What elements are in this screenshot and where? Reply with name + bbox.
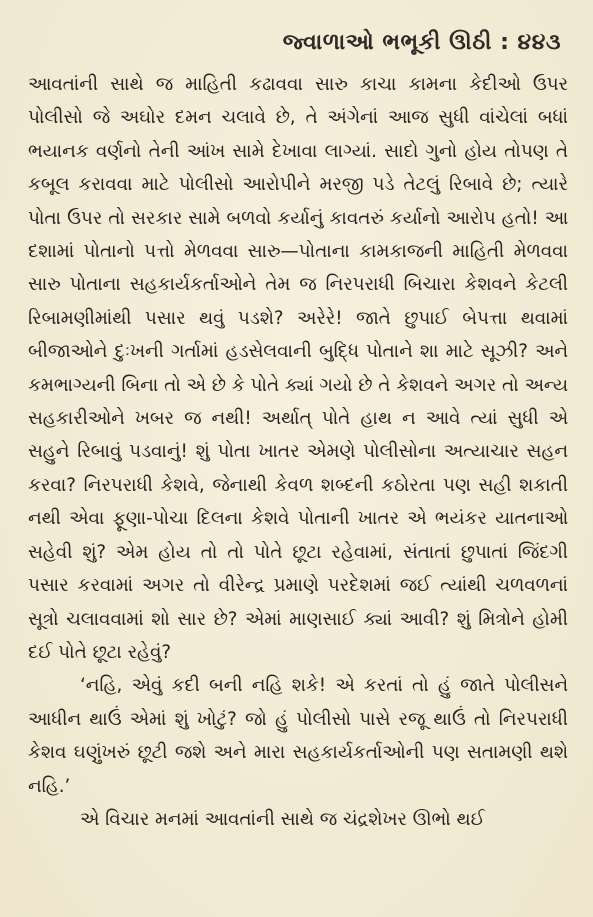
paragraph-2: ‘નહિ, એવું કદી બની નહિ શકે! એ કરતાં તો હું જાતે પોલીસને આધીન થાઉં એમાં શું ખોટું? જો હું પોલીસો પાસે રજૂ થાઉં તો નિરપરાધી કેશવ ઘણુંખરું છૂટી જશે અને મારા સહકાર્યકર્તાઓની પણ સતામણી થશે નહિ.’ — [28, 675, 568, 797]
running-header: જ્વાળાઓ ભભૂકી ઊઠી : ૪૪૩ — [282, 30, 561, 55]
paragraph-1: આવતાંની સાથે જ માહિતી કઢાવવા સારુ કાચા કામના કેદીઓ ઉપર પોલીસો જે અઘોર દમન ચલાવે છે, તે અંગેનાં આજ સુધી વાંચેલાં બધાં ભયાનક વર્ણનો તેની આંખ સામે દેખાવા લાગ્યાં. સાદો ગુનો હોય તોપણ તે કબૂલ કરાવવા માટે પોલીસો આરોપીને મરજી પડે તેટલું રિબાવે છે; ત્યારે પોતા ઉપર તો સરકાર સામે બળવો કર્યાનું કાવતરું કર્યાનો આરોપ હતો! આ દશામાં પોતાનો પત્તો મેળવવા સારુ—પોતાના કામકાજની માહિતી મેળવવા સારુ પોતાના સહકાર્યકર્તાઓને તેમ જ નિરપરાધી બિચારા કેશવને કેટલી રિબામણીમાંથી પસાર થવું પડશે? અરેરે! જાતે છુપાઈ બેપત્તા થવામાં બીજાઓને દુઃખની ગર્તામાં હડસેલવાની બુદ્ધિ પોતાને શા માટે સૂઝી? અને કમભાગ્યની બિના તો એ છે કે પોતે ક્યાં ગયો છે તે કેશવને અગર તો અન્ય સહકારીઓને ખબર જ નથી! અર્થાત્ પોતે હાથ ન આવે ત્યાં સુધી એ સહુને રિબાવું પડવાનું! શું પોતા ખાતર એમણે પોલીસોના અત્યાચાર સહન કરવા? નિરપરાધી કેશવે, જેનાથી કેવળ શબ્દની કઠોરતા પણ સહી શકાતી નથી એવા ફૂણા-પોચા દિલના કેશવે પોતાની ખાતર એ ભયંકર યાતનાઓ સહેવી શું? એમ હોય તો તો પોતે છૂટા રહેવામાં, સંતાતાં છુપાતાં જિંદગી પસાર કરવામાં અગર તો વીરેન્દ્ર પ્રમાણે પરદેશમાં જઈ ત્યાંથી ચળવળનાં સૂત્રો ચલાવવામાં શો સાર છે? એમાં માણસાઈ ક્યાં આવી? શું મિત્રોને હોમી દઈ પોતે છૂટા રહેવું? — [28, 74, 568, 663]
paragraph-3: એ વિચાર મનમાં આવતાંની સાથે જ ચંદ્રશેખર ઊભો થઈ — [80, 808, 485, 830]
page-body — [28, 68, 568, 836]
